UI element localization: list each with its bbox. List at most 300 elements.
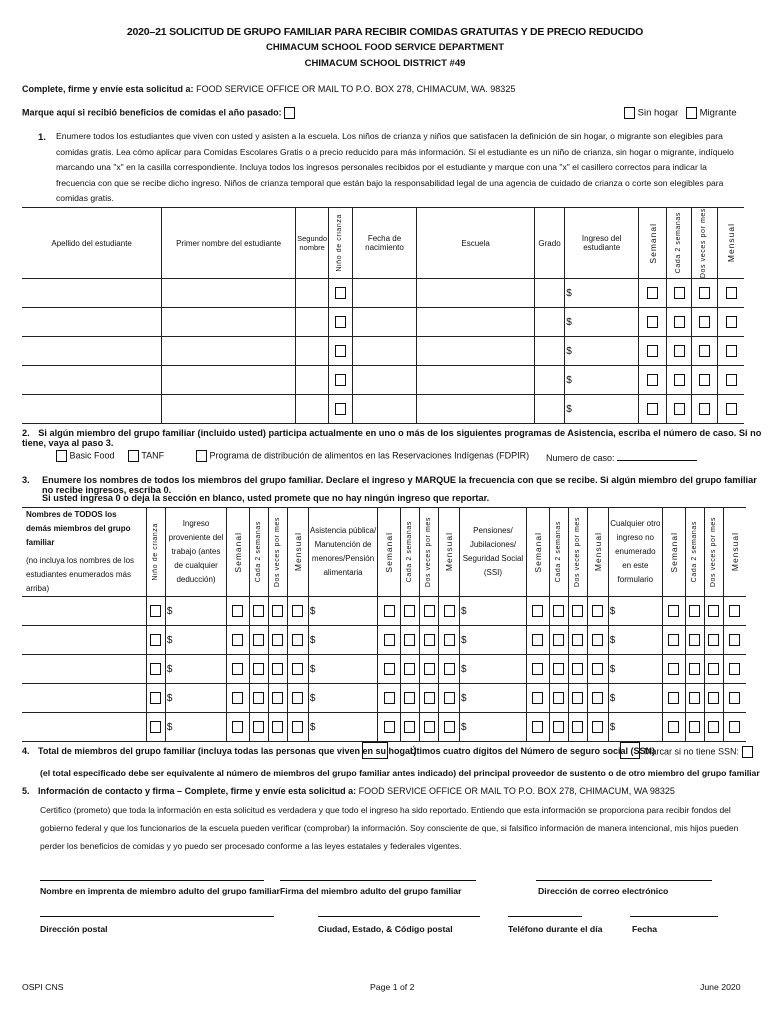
checkbox[interactable] [444,721,455,733]
col-twice-month: Dos veces por mes [691,208,717,279]
frequency-cell [419,626,438,655]
checkbox[interactable] [689,605,700,617]
income-amount-cell[interactable] [308,626,377,655]
income-amount-cell[interactable] [165,626,226,655]
frequency-cell [723,626,746,655]
checkbox[interactable] [553,721,564,733]
income-amount-cell[interactable] [165,713,226,742]
school-cell[interactable] [417,395,534,424]
last-name-cell[interactable] [22,308,162,337]
weekly-cell [639,337,667,366]
first-name-cell[interactable] [162,337,296,366]
checkbox[interactable] [592,634,603,646]
no-ssn-checkbox[interactable] [742,746,753,758]
income-amount-cell[interactable] [165,684,226,713]
checkbox[interactable] [592,692,603,704]
twice-cell [691,337,717,366]
frequency-cell [685,684,704,713]
checkbox[interactable] [553,663,564,675]
checkbox[interactable] [674,345,685,357]
dollar-sign: $ [609,605,616,617]
checkbox[interactable] [729,692,740,704]
checkbox[interactable] [335,403,346,415]
department-name: CHIMACUM SCHOOL FOOD SERVICE DEPARTMENT [265,42,505,53]
checkbox[interactable] [404,605,415,617]
dollar-sign: $ [460,634,467,646]
checkbox[interactable] [592,663,603,675]
member-name-cell[interactable] [22,684,146,713]
checkbox[interactable] [532,634,543,646]
no-ssn-label: Marcar si no tiene SSN: [644,746,740,757]
second-name-cell[interactable] [295,395,328,424]
frequency-cell [685,713,704,742]
student-row [22,337,744,366]
frequency-cell [419,713,438,742]
checkbox[interactable] [253,634,264,646]
checkbox[interactable] [384,634,395,646]
first-name-cell[interactable] [162,279,296,308]
section4-note: (el total especificado debe ser equivalente al número de miembros del grupo familiar antes indicado) del principal proveedor de sustento o de otro miembro del grupo familiar [40,768,760,778]
member-name-cell[interactable] [22,713,146,742]
child-cell [146,597,165,626]
date-line[interactable] [630,916,718,917]
frequency-cell [227,713,250,742]
checkbox[interactable] [592,721,603,733]
checkbox[interactable] [272,663,283,675]
checkbox[interactable] [404,692,415,704]
checkbox[interactable] [668,721,679,733]
school-cell[interactable] [417,337,534,366]
income-amount-cell[interactable] [608,713,662,742]
checkbox[interactable] [699,374,710,386]
total-members-field[interactable] [362,742,388,759]
checkbox[interactable] [699,345,710,357]
frequency-cell [685,597,704,626]
checkbox[interactable] [699,403,710,415]
grade-cell[interactable] [534,337,564,366]
checkbox[interactable] [384,663,395,675]
last-name-cell[interactable] [22,366,162,395]
last-name-cell[interactable] [22,279,162,308]
checkbox[interactable] [553,605,564,617]
checkbox[interactable] [699,287,710,299]
checkbox[interactable] [532,605,543,617]
checkbox[interactable] [572,692,583,704]
col-grade: Grado [534,208,564,279]
ssn-label: Útimos cuatro dígitos del Número de seguro social (SSN) [410,746,656,756]
frequency-cell [527,713,550,742]
household-row [22,655,746,684]
section5-address: FOOD SERVICE OFFICE OR MAIL TO P.O. BOX 278, CHIMACUM, WA 98325 [358,786,675,796]
income-amount-cell[interactable] [308,713,377,742]
checkbox[interactable] [572,721,583,733]
checkbox[interactable] [708,634,719,646]
checkbox[interactable] [729,663,740,675]
checkbox[interactable] [726,403,737,415]
checkbox[interactable] [424,634,435,646]
dollar-sign: $ [309,663,316,675]
dollar-sign: $ [166,692,173,704]
frequency-cell [549,597,568,626]
dollar-sign: $ [460,692,467,704]
frequency-cell [568,655,587,684]
col-weekly: Semanal [639,208,667,279]
col-assist-income: Asistencia pública/ Manutención de menores/Pensión alimentaria [308,508,377,597]
checkbox[interactable] [272,605,283,617]
checkbox[interactable] [232,605,243,617]
col-other-twice: Dos veces por mes [704,508,723,597]
frequency-cell [704,626,723,655]
first-name-cell[interactable] [162,395,296,424]
second-name-cell[interactable] [295,337,328,366]
checkbox[interactable] [150,634,161,646]
dollar-sign: $ [166,663,173,675]
monthly-cell [718,279,744,308]
col-monthly: Mensual [718,208,744,279]
checkbox[interactable] [150,692,161,704]
checkbox[interactable] [674,374,685,386]
frequency-cell [249,597,268,626]
household-row [22,626,746,655]
frequency-cell [439,655,460,684]
checkbox[interactable] [150,663,161,675]
checkbox[interactable] [553,692,564,704]
case-number-label: Numero de caso: [546,453,615,463]
section3-number: 3. [22,475,30,485]
submit-label: Complete, firme y envíe esta solicitud a: [22,84,194,94]
checkbox[interactable] [444,692,455,704]
checkbox[interactable] [150,721,161,733]
checkbox[interactable] [532,692,543,704]
income-amount-cell[interactable] [459,626,526,655]
income-cell [565,366,639,395]
checkbox[interactable] [150,605,161,617]
child-cell [146,626,165,655]
member-name-cell[interactable] [22,626,146,655]
dollar-sign: $ [460,721,467,733]
foster-cell [329,308,352,337]
col-pension-monthly: Mensual [587,508,608,597]
phone-label: Teléfono durante el día [508,924,603,934]
prior-benefits-checkbox[interactable] [284,107,295,119]
income-amount-cell[interactable] [308,684,377,713]
child-cell [146,684,165,713]
checkbox[interactable] [689,692,700,704]
checkbox[interactable] [699,316,710,328]
checkbox[interactable] [292,692,303,704]
household-header-row [22,508,746,597]
col-pension-income: Pensiones/ Jubilaciones/ Seguridad Social (SSI) [459,508,526,597]
checkbox[interactable] [592,605,603,617]
email-line[interactable] [536,880,712,881]
checkbox[interactable] [647,287,658,299]
second-name-cell[interactable] [295,279,328,308]
checkbox[interactable] [708,692,719,704]
frequency-cell [268,655,287,684]
frequency-cell [685,626,704,655]
twice-cell [691,279,717,308]
dob-cell[interactable] [352,308,417,337]
frequency-cell [268,684,287,713]
homeless-label: Sin hogar [637,107,679,119]
checkbox[interactable] [292,605,303,617]
checkbox[interactable] [647,403,658,415]
checkbox[interactable] [668,663,679,675]
checkbox[interactable] [572,605,583,617]
checkbox[interactable] [729,634,740,646]
checkbox[interactable] [572,634,583,646]
migrant-label: Migrante [699,107,737,119]
checkbox[interactable] [674,316,685,328]
checkbox[interactable] [726,316,737,328]
checkbox[interactable] [292,721,303,733]
dollar-sign: $ [166,605,173,617]
checkbox[interactable] [668,692,679,704]
frequency-cell [527,597,550,626]
prior-benefits-label: Marque aquí si recibió beneficios de comidas el año pasado: [22,107,282,118]
checkbox[interactable] [384,692,395,704]
checkbox[interactable] [335,287,346,299]
dollar-sign: $ [460,605,467,617]
member-name-cell[interactable] [22,597,146,626]
signature-line[interactable] [280,880,476,881]
dollar-sign: $ [309,605,316,617]
frequency-cell [587,684,608,713]
grade-cell[interactable] [534,395,564,424]
checkbox[interactable] [232,663,243,675]
tanf-option [128,450,164,462]
checkbox[interactable] [404,721,415,733]
frequency-cell [439,713,460,742]
city-line[interactable] [318,916,480,917]
fdpir-label: Programa de distribución de alimentos en las Reservaciones Indígenas (FDPIR) [209,450,530,461]
col-dob: Fecha de nacimiento [352,208,417,279]
ssn-field[interactable] [620,742,640,759]
last-name-cell[interactable] [22,337,162,366]
checkbox[interactable] [292,634,303,646]
dollar-sign: $ [609,663,616,675]
checkbox[interactable] [532,663,543,675]
checkbox[interactable] [689,634,700,646]
income-amount-cell[interactable] [459,655,526,684]
frequency-cell [249,655,268,684]
checkbox[interactable] [335,345,346,357]
frequency-cell [723,597,746,626]
checkbox[interactable] [726,374,737,386]
checkbox[interactable] [668,605,679,617]
school-cell[interactable] [417,279,534,308]
checkbox[interactable] [272,634,283,646]
frequency-cell [419,684,438,713]
checkbox[interactable] [404,634,415,646]
school-cell[interactable] [417,366,534,395]
child-cell [146,655,165,684]
member-name-cell[interactable] [22,655,146,684]
phone-line[interactable] [508,916,582,917]
income-amount-cell[interactable] [165,597,226,626]
section1-number: 1. [38,132,46,143]
income-amount-cell[interactable] [459,713,526,742]
checkbox[interactable] [726,345,737,357]
checkbox[interactable] [253,605,264,617]
checkbox[interactable] [532,721,543,733]
monthly-cell [718,308,744,337]
checkbox[interactable] [729,605,740,617]
first-name-cell[interactable] [162,308,296,337]
col-assist-monthly: Mensual [439,508,460,597]
dollar-sign: $ [460,663,467,675]
print-name-line[interactable] [40,880,264,881]
checkbox[interactable] [726,287,737,299]
address-label: Dirección postal [40,924,108,934]
checkbox[interactable] [424,663,435,675]
checkbox[interactable] [674,287,685,299]
checkbox[interactable] [647,345,658,357]
checkbox[interactable] [232,692,243,704]
twice-cell [691,395,717,424]
income-amount-cell[interactable] [459,597,526,626]
basic-food-option [56,450,115,462]
frequency-cell [439,626,460,655]
income-amount-cell[interactable] [608,597,662,626]
frequency-cell [587,655,608,684]
frequency-cell [662,626,685,655]
frequency-cell [685,655,704,684]
col-work-biweekly: Cada 2 semanas [249,508,268,597]
homeless-checkbox[interactable] [624,107,635,119]
case-number-field[interactable] [617,452,697,461]
frequency-cell [400,655,419,684]
child-cell [146,713,165,742]
checkbox[interactable] [572,663,583,675]
checkbox[interactable] [335,316,346,328]
tanf-checkbox[interactable] [128,450,139,462]
dollar-sign: $ [566,345,572,357]
checkbox[interactable] [384,721,395,733]
checkbox[interactable] [689,721,700,733]
checkbox[interactable] [668,634,679,646]
frequency-cell [662,597,685,626]
frequency-cell [400,626,419,655]
checkbox[interactable] [253,663,264,675]
checkbox[interactable] [708,663,719,675]
col-first-name: Primer nombre del estudiante [162,208,296,279]
checkbox[interactable] [232,721,243,733]
city-label: Ciudad, Estado, & Código postal [318,924,453,934]
checkbox[interactable] [674,403,685,415]
section5-line [22,786,675,796]
school-cell[interactable] [417,308,534,337]
checkbox[interactable] [424,692,435,704]
students-table [22,207,744,424]
checkbox[interactable] [444,605,455,617]
checkbox[interactable] [444,663,455,675]
frequency-cell [704,684,723,713]
biweekly-cell [667,308,691,337]
basic-food-checkbox[interactable] [56,450,67,462]
checkbox[interactable] [272,692,283,704]
biweekly-cell [667,366,691,395]
household-row [22,597,746,626]
checkbox[interactable] [444,634,455,646]
income-amount-cell[interactable] [459,684,526,713]
income-amount-cell[interactable] [608,655,662,684]
income-amount-cell[interactable] [308,597,377,626]
checkbox[interactable] [335,374,346,386]
checkbox[interactable] [729,721,740,733]
address-line[interactable] [40,916,274,917]
checkbox[interactable] [708,605,719,617]
last-name-cell[interactable] [22,395,162,424]
checkbox[interactable] [689,663,700,675]
income-amount-cell[interactable] [308,655,377,684]
foster-cell [329,395,352,424]
household-row [22,684,746,713]
checkbox[interactable] [232,634,243,646]
footer-left: OSPI CNS [22,982,64,992]
col-assist-weekly: Semanal [378,508,401,597]
dob-cell[interactable] [352,366,417,395]
frequency-cell [378,626,401,655]
footer-page: Page 1 of 2 [370,982,415,992]
frequency-cell [704,655,723,684]
checkbox[interactable] [292,663,303,675]
income-cell [565,337,639,366]
fdpir-checkbox[interactable] [196,450,207,462]
frequency-cell [587,713,608,742]
checkbox[interactable] [553,634,564,646]
frequency-cell [704,597,723,626]
frequency-cell [527,684,550,713]
checkbox[interactable] [253,721,264,733]
grade-cell[interactable] [534,366,564,395]
dob-cell[interactable] [352,395,417,424]
no-ssn-line [644,746,753,758]
second-name-cell[interactable] [295,366,328,395]
grade-cell[interactable] [534,308,564,337]
migrant-checkbox[interactable] [686,107,697,119]
income-amount-cell[interactable] [608,684,662,713]
first-name-cell[interactable] [162,366,296,395]
dob-cell[interactable] [352,279,417,308]
income-cell [565,308,639,337]
second-name-cell[interactable] [295,308,328,337]
section1-text: Enumere todos los estudiantes que viven con usted y asisten a la escuela. Los niños de crianza y niños que satisfacen la definición de sin hogar, o migrante son elegibles para comidas gratis. Lea cómo aplicar para Comidas Escolares Gratis o a precio reducido para más información. Si el estudiante es un niño de crianza, sin hogar o migrante, indíquelo marcando una "x" en la casilla correspondiente. Incluya todos los ingresos personales recibidos por el estudiante y marque con una "x" el casillero correctos para indicar la frecuencia con que se recibe dicho ingreso. Niños de crianza temporal que están bajo la responsabilidad legal de una agencia de cuidado de crianza o corte son elegibles para comidas gratis. [56,131,734,203]
checkbox[interactable] [253,692,264,704]
income-amount-cell[interactable] [608,626,662,655]
grade-cell[interactable] [534,279,564,308]
frequency-cell [587,597,608,626]
checkbox[interactable] [272,721,283,733]
frequency-cell [378,597,401,626]
col-work-twice: Dos veces por mes [268,508,287,597]
section3-text1: Enumere los nombres de todos los miembros del grupo familiar. Declare el ingreso y MARQUE la frecuencia con que se recibe. Si algún miembro del grupo familiar no recibe ingresos, escriba 0. [42,475,757,495]
monthly-cell [718,395,744,424]
income-amount-cell[interactable] [165,655,226,684]
dob-cell[interactable] [352,337,417,366]
checkbox[interactable] [384,605,395,617]
col-other-biweekly: Cada 2 semanas [685,508,704,597]
frequency-cell [568,597,587,626]
dollar-sign: $ [566,374,572,386]
checkbox[interactable] [647,374,658,386]
checkbox[interactable] [424,605,435,617]
checkbox[interactable] [404,663,415,675]
checkbox[interactable] [708,721,719,733]
checkbox[interactable] [647,316,658,328]
checkbox[interactable] [424,721,435,733]
frequency-cell [527,626,550,655]
